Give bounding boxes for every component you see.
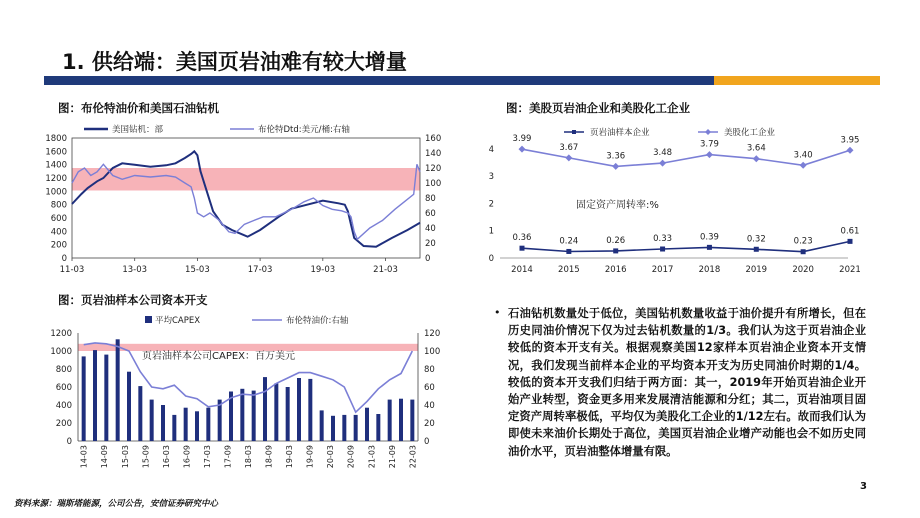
chart3-y-left-tick: 1200 xyxy=(50,329,72,339)
chart2-data-label: 0.24 xyxy=(559,236,579,247)
chart1-x-tick: 13-03 xyxy=(122,265,148,275)
chart1-x-tick: 11-03 xyxy=(59,265,85,275)
chart2-y-tick: 1 xyxy=(488,226,494,237)
chart2-marker-shale xyxy=(613,248,618,253)
chart3-x-tick: 14-03 xyxy=(79,445,89,469)
slide-title: 1. 供给端：美国页岩油难有较大增量 xyxy=(62,50,407,74)
chart3-legend-label: 布伦特油价:右轴 xyxy=(286,316,349,326)
chart1-y-right-tick: 100 xyxy=(425,179,442,189)
chart1-y-right-tick: 40 xyxy=(425,224,436,234)
chart3-x-tick: 17-09 xyxy=(223,445,233,469)
chart3-bar xyxy=(195,411,199,441)
chart2-data-label: 3.40 xyxy=(793,150,813,161)
chart3-x-tick: 17-03 xyxy=(202,445,212,469)
chart2-y-tick: 3 xyxy=(488,172,494,183)
chart3-bar xyxy=(206,408,210,441)
chart3-bar xyxy=(252,391,256,441)
chart3-x-tick: 18-09 xyxy=(264,445,274,469)
chart3-x-tick: 15-03 xyxy=(120,445,130,469)
chart1-y-right-tick: 60 xyxy=(425,209,436,219)
chart3-x-tick: 20-03 xyxy=(326,445,336,469)
chart1-series-rigs xyxy=(72,151,420,246)
chart1-y-right-tick: 20 xyxy=(425,239,436,249)
chart3-y-right-tick: 20 xyxy=(424,419,435,429)
chart3-y-right-tick: 40 xyxy=(424,401,435,411)
chart3-bar xyxy=(274,383,278,441)
chart2-data-label: 3.64 xyxy=(746,143,766,154)
chart2-x-tick: 2014 xyxy=(511,265,533,275)
chart3-y-left-tick: 200 xyxy=(55,419,72,429)
chart2-data-label: 0.26 xyxy=(606,235,626,246)
chart3-bar xyxy=(388,400,392,441)
chart3-legend-swatch-bar xyxy=(145,316,152,323)
chart2-marker-chem xyxy=(800,162,807,169)
chart3-x-tick: 21-03 xyxy=(367,445,377,469)
chart3-x-tick: 15-09 xyxy=(141,445,151,469)
body-paragraph: 石油钻机数量处于低位，美国钻机数量收益于油价提升有所增长，但在历史同油价情况下仅为过去钻机数量的1/3。我们认为这于页岩油企业较低的资本开支有关。根据观察美国12家样本页岩油企业资本开支情况，我们发现当前样本企业的平均资本开支为历史同油价时期的1/4。较低的资本开支我们归结于两方面：其一，2019年开始页岩油企业开始产业转型，资金更多用来发展清洁能源和分红；其二，页岩油项目固定资产周转率极低，平均仅为美股化工企业的1/12左右。故而我们认为即使未来油价长期处于高位，美国页岩油企业增产动能也会不如历史同油价水平，页岩油整体增量有限。 xyxy=(508,307,866,458)
chart1-legend-label: 美国钻机：部 xyxy=(112,125,164,135)
chart2-legend-label: 美股化工企业 xyxy=(724,128,776,138)
chart3-bar xyxy=(297,378,301,441)
chart1-y-left-tick: 600 xyxy=(50,214,67,224)
chart1-y-left-tick: 200 xyxy=(50,240,67,251)
chart1-y-right-tick: 140 xyxy=(425,149,442,159)
chart3-y-left-tick: 800 xyxy=(55,365,72,375)
chart2-marker-chem xyxy=(847,147,854,154)
chart1-y-right-tick: 120 xyxy=(425,164,442,174)
chart3-title: 图：页岩油样本公司资本开支 xyxy=(58,293,208,307)
chart2-data-label: 0.32 xyxy=(746,234,766,245)
chart1-y-right-tick: 80 xyxy=(425,194,436,204)
chart1-y-right-tick: 160 xyxy=(425,134,442,144)
chart3-bar xyxy=(354,415,358,441)
chart3-bar xyxy=(93,350,97,441)
chart3-bar xyxy=(410,400,414,441)
chart2-x-tick: 2016 xyxy=(604,265,627,275)
chart3-y-right-tick: 80 xyxy=(424,365,435,375)
chart3-highlight-band xyxy=(78,344,418,351)
chart2-legend-marker xyxy=(705,129,711,135)
chart2-marker-shale xyxy=(660,247,665,252)
chart1-y-left-tick: 400 xyxy=(50,227,67,238)
chart3-y-left-tick: 0 xyxy=(66,437,72,447)
chart2-data-label: 0.36 xyxy=(512,233,532,244)
chart1-x-tick: 15-03 xyxy=(185,265,210,275)
chart2-y-tick: 0 xyxy=(488,254,494,264)
chart2-marker-chem xyxy=(753,155,760,162)
chart2-x-tick: 2020 xyxy=(792,265,814,275)
chart2-marker-shale xyxy=(520,246,525,251)
bullet-dot: • xyxy=(494,306,501,319)
chart3-bar xyxy=(240,389,244,441)
chart2-data-label: 3.95 xyxy=(840,135,860,146)
chart2-y-tick: 2 xyxy=(488,199,494,210)
chart2-marker-chem xyxy=(706,151,713,158)
chart3-bar xyxy=(308,379,312,441)
chart3-bar xyxy=(342,415,346,441)
chart3-bar xyxy=(127,372,131,441)
chart3-annotation: 页岩油样本公司CAPEX：百万美元 xyxy=(142,351,296,362)
chart3-bar xyxy=(104,355,108,441)
chart3-bar xyxy=(399,399,403,441)
chart2-x-tick: 2021 xyxy=(839,265,861,275)
chart1-y-left-tick: 800 xyxy=(50,200,67,211)
chart1-y-left-tick: 0 xyxy=(61,254,67,264)
chart2-marker-chem xyxy=(519,146,526,153)
chart1-y-left-tick: 1400 xyxy=(45,160,67,171)
chart2-x-tick: 2019 xyxy=(745,265,768,275)
chart2-data-label: 0.39 xyxy=(699,232,719,243)
chart3-legend-label: 平均CAPEX xyxy=(155,316,201,326)
chart3-bar xyxy=(150,400,154,441)
chart1-x-tick: 21-03 xyxy=(373,265,398,275)
chart2-data-label: 0.33 xyxy=(653,234,673,244)
chart3-bar xyxy=(320,410,324,441)
chart3-bar xyxy=(184,408,188,441)
chart2-legend-marker xyxy=(572,130,576,134)
chart3-y-left-tick: 600 xyxy=(55,383,72,393)
chart3-x-tick: 20-09 xyxy=(346,445,356,469)
chart2-annotation: 固定资产周转率:% xyxy=(576,200,659,211)
chart2-y-tick: 4 xyxy=(488,144,494,155)
chart2-data-label: 3.48 xyxy=(653,148,673,159)
chart1-x-tick: 19-03 xyxy=(310,265,336,275)
chart2-marker-chem xyxy=(659,160,666,167)
chart2-marker-shale xyxy=(754,247,759,252)
chart2-x-tick: 2015 xyxy=(558,265,580,275)
chart3-y-right-tick: 100 xyxy=(424,347,441,357)
chart2-data-label: 3.36 xyxy=(606,151,626,162)
chart1-y-left-tick: 1600 xyxy=(45,147,67,158)
chart2-data-label: 0.61 xyxy=(840,226,860,237)
chart3-x-tick: 16-03 xyxy=(161,445,171,469)
chart3-x-tick: 16-09 xyxy=(182,445,192,469)
chart2-marker-shale xyxy=(707,245,712,250)
source-note: 资料来源：瑞斯塔能源，公司公告，安信证券研究中心 xyxy=(14,499,219,509)
chart2-marker-shale xyxy=(801,249,806,254)
chart1-title: 图：布伦特油价和美国石油钻机 xyxy=(58,101,219,115)
chart2-data-label: 3.99 xyxy=(512,134,532,145)
chart3-bar xyxy=(138,386,142,441)
chart2-marker-shale xyxy=(566,249,571,254)
chart3-x-tick: 21-09 xyxy=(387,445,397,469)
chart3-x-tick: 19-03 xyxy=(285,445,295,469)
chart3-x-tick: 19-09 xyxy=(305,445,315,469)
chart3-bar xyxy=(82,356,86,441)
chart1-plot-frame xyxy=(72,138,420,258)
chart1-y-left-tick: 1800 xyxy=(45,134,67,144)
chart1-y-left-tick: 1200 xyxy=(45,174,67,184)
chart2-marker-shale xyxy=(848,239,853,244)
chart3-x-tick: 22-03 xyxy=(408,445,418,469)
chart3-bar xyxy=(263,377,267,441)
chart3-x-tick: 14-09 xyxy=(100,445,110,469)
chart3-bar xyxy=(331,416,335,441)
chart2-data-label: 3.67 xyxy=(559,142,579,153)
chart3-bar xyxy=(172,415,176,441)
chart1-x-tick: 17-03 xyxy=(247,265,273,275)
chart2-x-tick: 2017 xyxy=(651,265,674,275)
chart1-y-right-tick: 0 xyxy=(425,254,431,264)
chart3-y-right-tick: 0 xyxy=(424,437,430,447)
chart2-title: 图：美股页岩油企业和美股化工企业 xyxy=(506,101,690,115)
chart1-legend-label: 布伦特Dtd:美元/桶:右轴 xyxy=(258,125,350,135)
chart3-bar xyxy=(116,339,120,441)
chart2-marker-chem xyxy=(565,154,572,161)
chart3-bar xyxy=(286,387,290,441)
chart3-y-left-tick: 400 xyxy=(55,401,72,411)
chart3-bar xyxy=(376,414,380,441)
chart3-y-right-tick: 120 xyxy=(424,329,441,339)
chart2-data-label: 3.79 xyxy=(699,139,719,150)
chart2-data-label: 0.23 xyxy=(793,236,813,247)
chart2-marker-chem xyxy=(612,163,619,170)
chart3-bar xyxy=(365,408,369,441)
page-number: 3 xyxy=(860,481,867,492)
chart3-bar xyxy=(161,405,165,441)
chart3-x-tick: 18-03 xyxy=(244,445,253,469)
chart2-legend-label: 页岩油样本企业 xyxy=(590,128,650,138)
chart2-x-tick: 2018 xyxy=(698,265,721,275)
chart3-y-right-tick: 60 xyxy=(424,383,435,393)
chart3-y-left-tick: 1000 xyxy=(50,347,72,357)
chart1-y-left-tick: 1000 xyxy=(45,187,67,198)
